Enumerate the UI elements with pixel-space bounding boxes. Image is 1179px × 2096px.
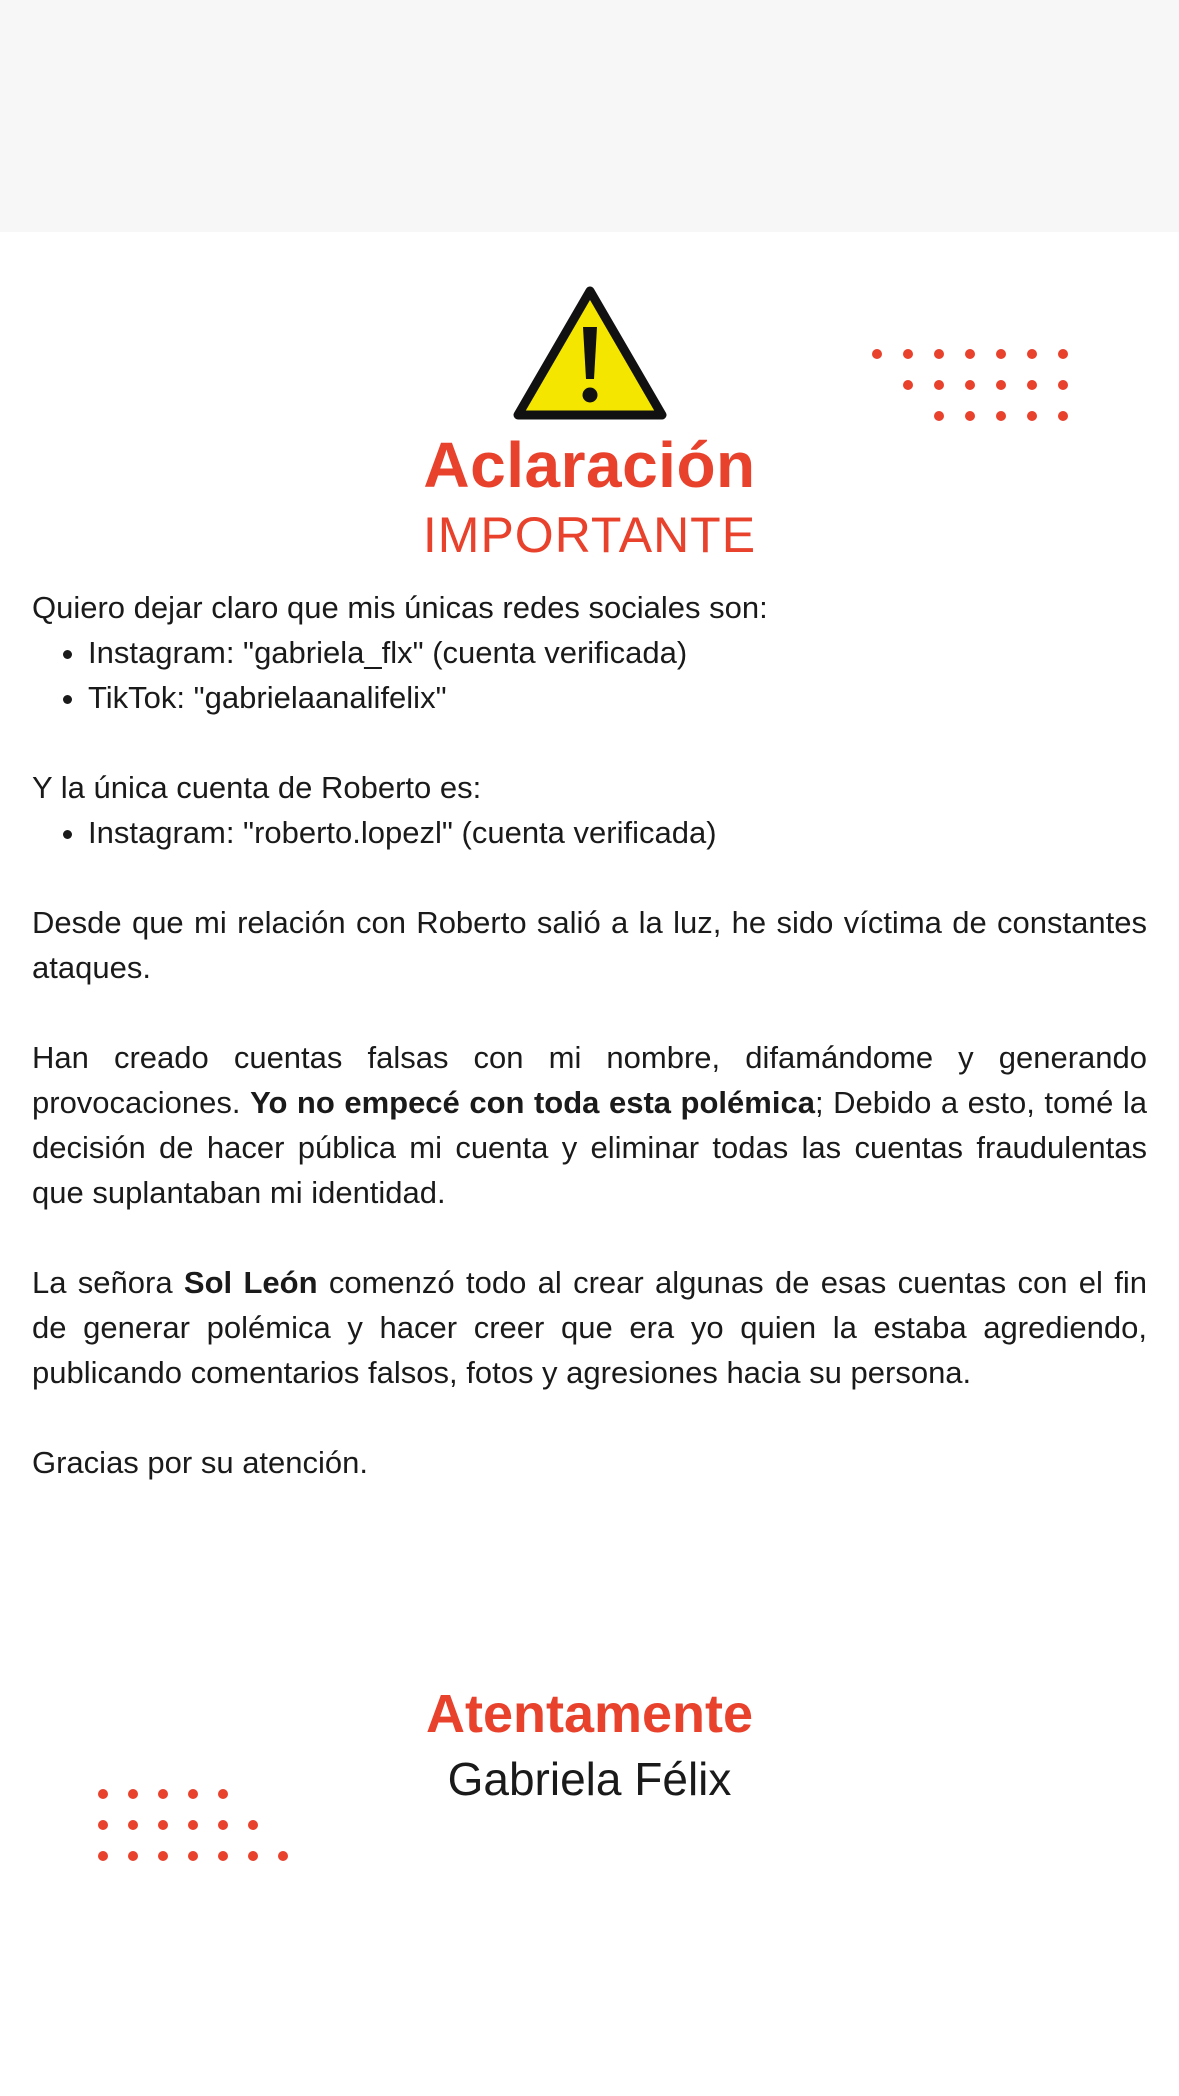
emphasis-text: Yo no empecé con toda esta polémica xyxy=(250,1085,815,1120)
statement-body xyxy=(32,585,1147,1485)
roberto-accounts-list xyxy=(32,810,1147,855)
emphasis-name: Sol León xyxy=(183,1265,318,1300)
signature-name: Gabriela Félix xyxy=(447,1753,732,1805)
list-item: • Instagram: "gabriela_flx" (cuenta verificada) xyxy=(88,630,1147,675)
roberto-intro-text: Y la única cuenta de Roberto es: xyxy=(32,770,482,805)
top-band xyxy=(0,0,1179,232)
thanks-text: Gracias por su atención. xyxy=(32,1445,369,1480)
list-item: • TikTok: "gabrielaanalifelix" xyxy=(88,675,1147,720)
list-item: • Instagram: "roberto.lopezl" (cuenta verificada) xyxy=(88,810,1147,855)
warning-icon xyxy=(513,285,667,421)
decorative-dots-bottom-left xyxy=(97,1788,297,1868)
decorative-dots-top-right xyxy=(872,348,1072,428)
paragraph-fake-accounts: Han creado cuentas falsas con mi nombre, difamándome y generando provocaciones. Yo no empecé con toda esta polémica; Debido a esto, tomé la decisión de hacer pública mi cuenta y eliminar todas las cuentas fraudulentas que suplantaban mi identidad. xyxy=(32,1040,1147,1210)
page-subtitle: IMPORTANTE xyxy=(422,507,757,563)
my-accounts-list xyxy=(32,630,1147,720)
paragraph-attacks: Desde que mi relación con Roberto salió a la luz, he sido víctima de constantes ataques. xyxy=(32,905,1147,985)
intro-text: Quiero dejar claro que mis únicas redes sociales son: xyxy=(32,590,768,625)
page-title: Aclaración xyxy=(423,429,756,501)
paragraph-sol-leon: La señora Sol León comenzó todo al crear algunas de esas cuentas con el fin de generar polémica y hacer creer que era yo quien la estaba agrediendo, publicando comentarios falsos, fotos y agresiones hacia su persona. xyxy=(32,1265,1147,1390)
signature-title: Atentamente xyxy=(425,1684,754,1744)
